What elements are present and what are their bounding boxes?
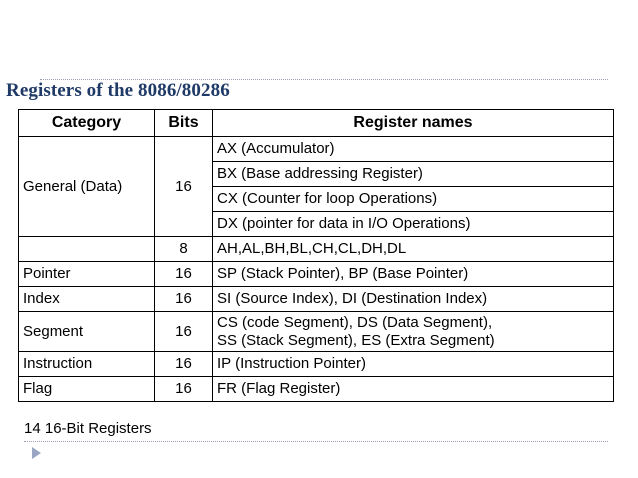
register-names-cell: AH,AL,BH,BL,CH,CL,DH,DL (213, 237, 614, 262)
header-category: Category (19, 110, 155, 137)
category-cell: Index (19, 287, 155, 312)
register-names-cell: FR (Flag Register) (213, 377, 614, 402)
register-names-cell: AX (Accumulator) (213, 137, 614, 162)
category-cell: Segment (19, 312, 155, 352)
register-names-cell: SI (Source Index), DI (Destination Index) (213, 287, 614, 312)
register-names-cell: BX (Base addressing Register) (213, 162, 614, 187)
bits-cell: 16 (155, 377, 213, 402)
category-cell: Pointer (19, 262, 155, 287)
register-names-cell (213, 312, 614, 352)
category-cell (19, 237, 155, 262)
category-cell: Flag (19, 377, 155, 402)
register-names-cell: CX (Counter for loop Operations) (213, 187, 614, 212)
bits-cell: 8 (155, 237, 213, 262)
registers-table (18, 109, 614, 402)
table-row (19, 237, 614, 262)
bits-cell: 16 (155, 287, 213, 312)
register-names-line: CS (code Segment), DS (Data Segment), (217, 313, 493, 331)
header-bits: Bits (155, 110, 213, 137)
header-register-names: Register names (213, 110, 614, 137)
category-cell: General (Data) (19, 137, 155, 237)
footer-divider (24, 441, 608, 442)
register-names-cell: IP (Instruction Pointer) (213, 352, 614, 377)
slide-title: Registers of the 8086/80286 (6, 80, 230, 101)
table-row (19, 137, 614, 162)
table-row (19, 262, 614, 287)
triangle-bullet-icon (32, 447, 41, 459)
register-names-cell: SP (Stack Pointer), BP (Base Pointer) (213, 262, 614, 287)
register-names-line: SS (Stack Segment), ES (Extra Segment) (217, 331, 495, 349)
footnote: 14 16-Bit Registers (24, 420, 152, 437)
bits-cell: 16 (155, 352, 213, 377)
table-row (19, 352, 614, 377)
table-header-row (19, 110, 614, 137)
register-names-cell: DX (pointer for data in I/O Operations) (213, 212, 614, 237)
bits-cell: 16 (155, 137, 213, 237)
table-row (19, 312, 614, 352)
bits-cell: 16 (155, 312, 213, 352)
bits-cell: 16 (155, 262, 213, 287)
category-cell: Instruction (19, 352, 155, 377)
table-row (19, 287, 614, 312)
table-row (19, 377, 614, 402)
